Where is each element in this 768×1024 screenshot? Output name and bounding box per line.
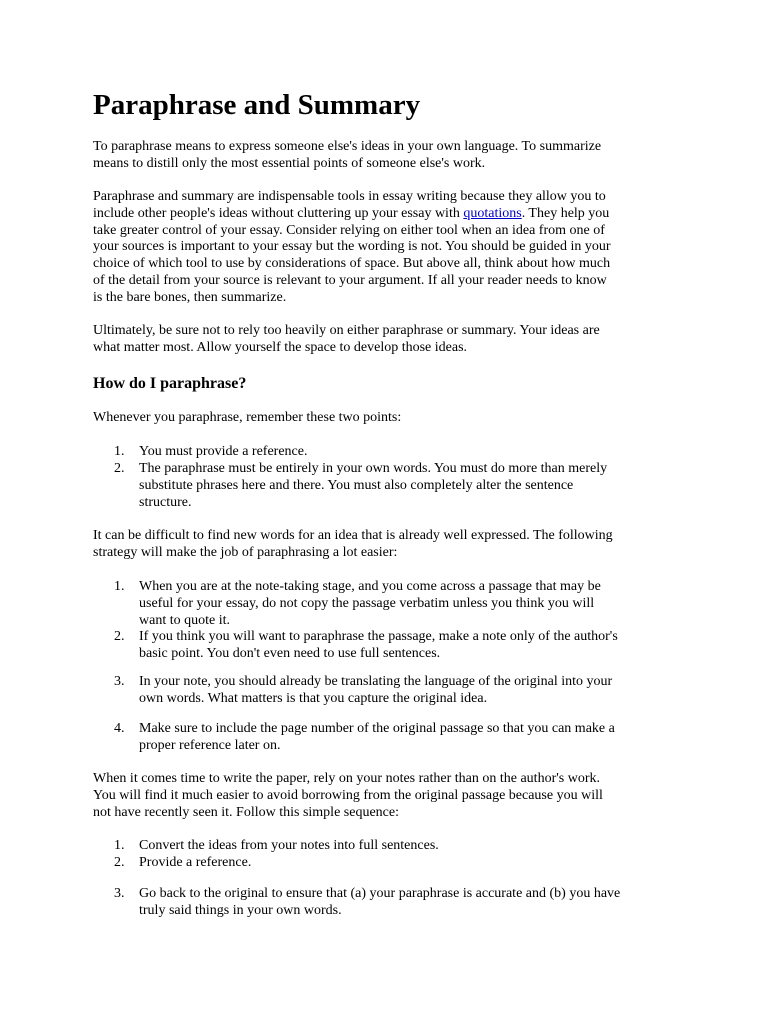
list-number: 1. [114, 444, 125, 459]
list-item-text: If you think you will want to paraphrase the passage, make a note only of the author's basic point. You don't even need to use full sentences. [139, 629, 618, 661]
strategy-paragraph: It can be difficult to find new words for an idea that is already well expressed. The following strategy will make the job of paraphrasing a lot easier: [93, 528, 613, 560]
list-item-text: When you are at the note-taking stage, and you come across a passage that may be useful for your essay, do not copy the passage verbatim unless you think you will want to quote it. [139, 579, 601, 628]
two-points-intro: Whenever you paraphrase, remember these two points: [93, 410, 402, 425]
paragraph-text-before-link: Paraphrase and summary are indispensable tools in essay writing because they allow you to include other people's ideas without cluttering up your essay with [93, 189, 606, 221]
list-number: 3. [114, 886, 125, 901]
essay-tools-paragraph [93, 189, 683, 307]
list-number: 2. [114, 461, 125, 476]
list-item-text: The paraphrase must be entirely in your own words. You must do more than merely substitute phrases here and there. You must also completely alter the sentence structure. [139, 461, 608, 510]
list-number: 2. [114, 855, 125, 870]
list-item-text: Go back to the original to ensure that (a) your paraphrase is accurate and (b) you have truly said things in your own words. [139, 886, 621, 918]
paragraph-text-after-link: . They help you take greater control of your essay. Consider relying on either tool when an idea from one of your sources is important to your essay but the wording is not. You should be guided in your choice of which tool to use by considerations of space. But above all, think about how much of the detail from your source is relevant to your argument. If all your reader needs to know is the bare bones, then summarize. [93, 205, 611, 305]
writing-paragraph: When it comes time to write the paper, rely on your notes rather than on the author's work. You will find it much easier to avoid borrowing from the original passage because you will not have recently seen it. Follow this simple sequence: [93, 771, 603, 820]
list-item-text: Convert the ideas from your notes into full sentences. [139, 838, 439, 853]
intro-paragraph: To paraphrase means to express someone else's ideas in your own language. To summarize means to distill only the most essential points of someone else's work. [93, 139, 602, 171]
list-number: 1. [114, 838, 125, 853]
page-title: Paraphrase and Summary [93, 89, 421, 121]
list-item-text: Make sure to include the page number of the original passage so that you can make a proper reference later on. [139, 721, 615, 753]
section-heading: How do I paraphrase? [93, 375, 247, 392]
list-item-text: Provide a reference. [139, 855, 252, 870]
ultimately-paragraph: Ultimately, be sure not to rely too heavily on either paraphrase or summary. Your ideas are what matter most. Allow yourself the space to develop those ideas. [93, 323, 600, 355]
quotations-link[interactable]: quotations [463, 205, 522, 221]
list-number: 4. [114, 721, 125, 736]
list-number: 3. [114, 674, 125, 689]
list-number: 2. [114, 629, 125, 644]
list-item-text: In your note, you should already be translating the language of the original into your own words. What matters is that you capture the original idea. [139, 674, 613, 706]
list-item-text: You must provide a reference. [139, 444, 308, 459]
list-number: 1. [114, 579, 125, 594]
